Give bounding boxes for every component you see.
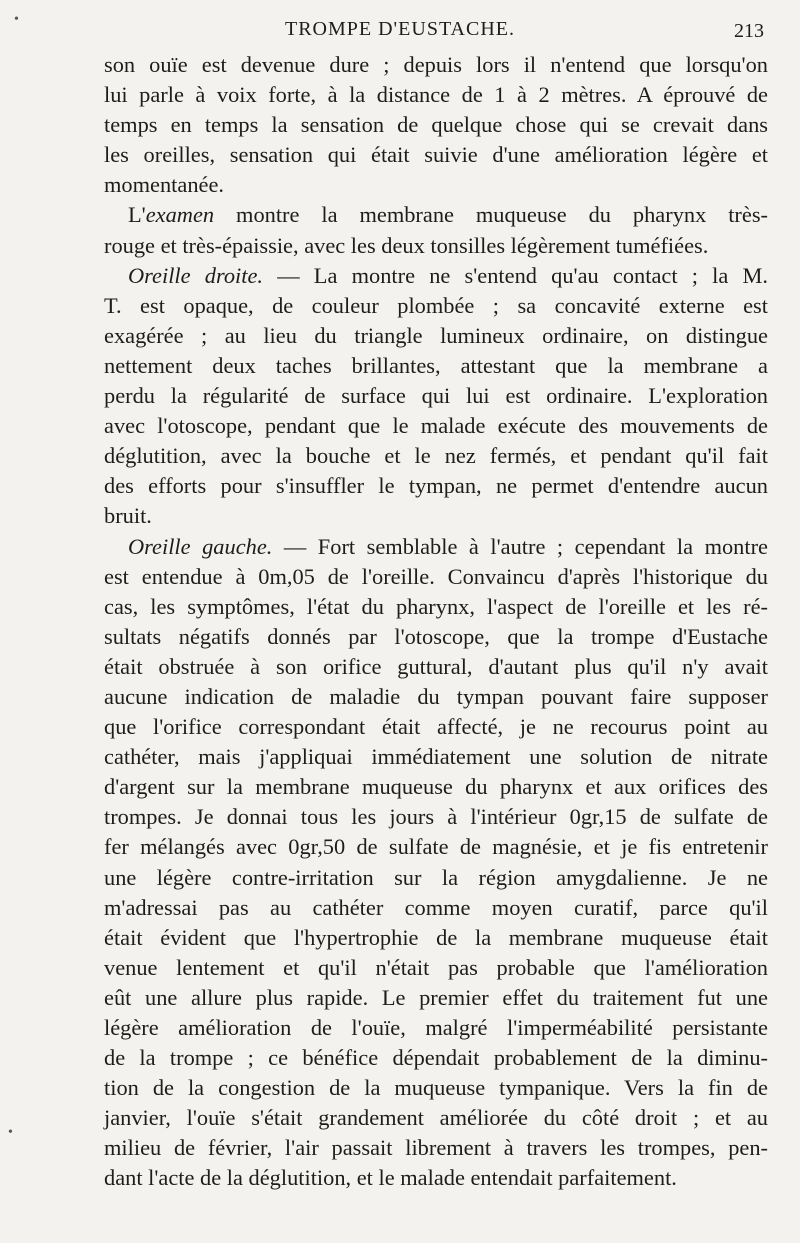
text-line: momentanée.: [104, 172, 224, 198]
italic-lead: Oreille droite.: [128, 262, 264, 288]
text-line: perdu la régularité de surface qui lui est ordinaire. L'exploration: [104, 383, 768, 409]
text-line: des efforts pour s'insuffler le tympan, ne permet d'entendre aucun: [104, 473, 768, 499]
text-line: de la trompe ; ce bénéfice dépendait probablement de la diminu-: [104, 1045, 768, 1071]
text-line: sultats négatifs donnés par l'otoscope, que la trompe d'Eustache: [104, 623, 768, 649]
text-line: janvier, l'ouïe s'était grandement améliorée du côté droit ; et au: [104, 1105, 768, 1131]
text-line: dant l'acte de la déglutition, et le malade entendait parfaitement.: [104, 1165, 677, 1191]
text-line: aucune indication de maladie du tympan pouvant faire supposer: [104, 683, 768, 709]
text-line: rouge et très-épaissie, avec les deux tonsilles légèrement tuméfiées.: [104, 232, 709, 258]
text-line: avec l'otoscope, pendant que le malade exécute des mouvements de: [104, 413, 768, 439]
text-line: bruit.: [104, 503, 152, 529]
italic-lead: Oreille gauche.: [128, 533, 273, 559]
text-line: nettement deux taches brillantes, attestant que la membrane a: [104, 352, 768, 378]
print-speck: •: [8, 1125, 13, 1140]
text-line: venue lentement et qu'il n'était pas probable que l'amélioration: [104, 954, 768, 980]
text-line: fer mélangés avec 0gr,50 de sulfate de magnésie, et je fis entretenir: [104, 834, 768, 860]
body-text: [104, 50, 768, 1194]
lead-continuation: montre la membrane muqueuse du pharynx très-: [214, 202, 768, 228]
lead-continuation: — Fort semblable à l'autre ; cependant la montre: [272, 533, 768, 559]
print-speck: •: [14, 12, 19, 27]
lead-text: L': [128, 202, 146, 228]
text-line: une légère contre-irritation sur la région amygdalienne. Je ne: [104, 864, 768, 890]
text-line: trompes. Je donnai tous les jours à l'intérieur 0gr,15 de sulfate de: [104, 804, 768, 830]
text-line: les oreilles, sensation qui était suivie d'une amélioration légère et: [104, 142, 768, 168]
running-head: TROMPE D'EUSTACHE.: [284, 18, 515, 40]
text-line: lui parle à voix forte, à la distance de 1 à 2 mètres. A éprouvé de: [104, 82, 768, 108]
text-line: cathéter, mais j'appliquai immédiatement une solution de nitrate: [104, 744, 768, 770]
paragraph-lead-line: [104, 532, 768, 562]
text-line: milieu de février, l'air passait librement à travers les trompes, pen-: [104, 1135, 768, 1161]
text-line: était évident que l'hypertrophie de la membrane muqueuse était: [104, 924, 768, 950]
text-line: temps en temps la sensation de quelque chose qui se crevait dans: [104, 112, 768, 138]
text-line: est entendue à 0m,05 de l'oreille. Convaincu d'après l'historique du: [104, 563, 768, 589]
text-line: déglutition, avec la bouche et le nez fermés, et pendant qu'il fait: [104, 443, 768, 469]
text-line: que l'orifice correspondant était affecté, je ne recourus point au: [104, 714, 768, 740]
text-line: exagérée ; au lieu du triangle lumineux ordinaire, on distingue: [104, 322, 768, 348]
text-line: d'argent sur la membrane muqueuse du pharynx et aux orifices des: [104, 774, 768, 800]
text-line: m'adressai pas au cathéter comme moyen curatif, parce qu'il: [104, 894, 768, 920]
page-number: 213: [734, 20, 764, 42]
paragraph-lead-line: [104, 261, 768, 291]
text-line: T. est opaque, de couleur plombée ; sa concavité externe est: [104, 292, 768, 318]
text-line: tion de la congestion de la muqueuse tympanique. Vers la fin de: [104, 1075, 768, 1101]
lead-continuation: — La montre ne s'entend qu'au contact ; la M.: [263, 262, 768, 288]
text-line: légère amélioration de l'ouïe, malgré l'imperméabilité persistante: [104, 1015, 768, 1040]
text-line: était obstruée à son orifice guttural, d'autant plus qu'il n'y avait: [104, 653, 768, 679]
paragraph-lead-line: [104, 200, 768, 230]
italic-lead: examen: [145, 202, 215, 228]
page-header: [0, 14, 800, 46]
text-line: cas, les symptômes, l'état du pharynx, l'aspect de l'oreille et les ré-: [104, 593, 768, 619]
text-line: eût une allure plus rapide. Le premier effet du traitement fut une: [104, 984, 768, 1010]
text-line: son ouïe est devenue dure ; depuis lors il n'entend que lorsqu'on: [104, 52, 768, 77]
